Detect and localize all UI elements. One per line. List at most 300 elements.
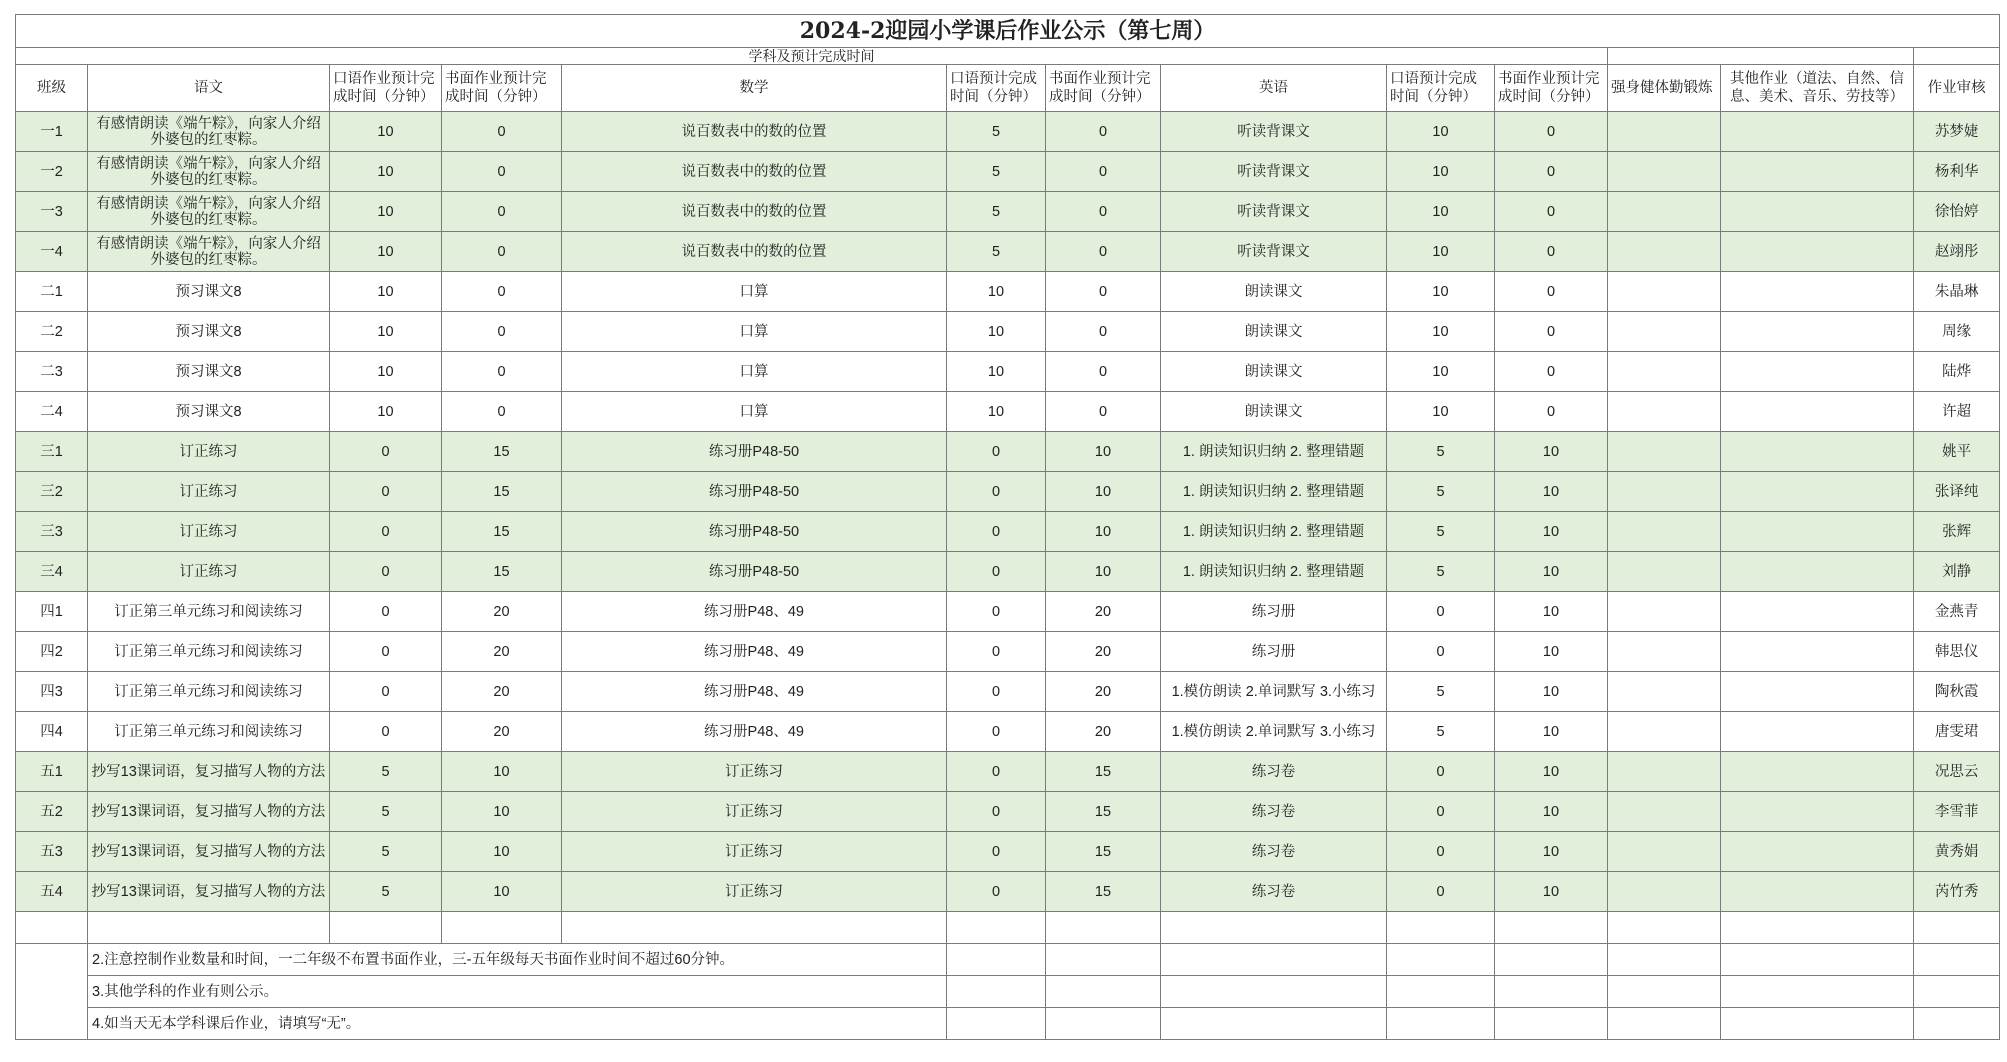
cell-other (1721, 472, 1914, 512)
cell-english-oral: 5 (1387, 432, 1495, 472)
header-english-written-time: 书面作业预计完成时间（分钟） (1495, 65, 1608, 112)
cell-reviewer: 赵翊彤 (1914, 232, 2000, 272)
cell-chinese-oral: 10 (330, 152, 442, 192)
note-blank-cell (947, 1008, 1046, 1040)
cell-chinese-oral: 0 (330, 512, 442, 552)
cell-math-oral: 0 (947, 432, 1046, 472)
cell-reviewer: 芮竹秀 (1914, 872, 2000, 912)
cell-class: 二2 (16, 312, 88, 352)
cell-english-written: 10 (1495, 672, 1608, 712)
header-math-oral-time: 口语预计完成时间（分钟） (947, 65, 1046, 112)
note-blank-cell (1721, 1008, 1914, 1040)
note-blank-cell (1046, 976, 1161, 1008)
cell-english-oral: 5 (1387, 512, 1495, 552)
cell-math: 练习册P48-50 (562, 432, 947, 472)
cell-chinese: 订正第三单元练习和阅读练习 (88, 712, 330, 752)
cell-chinese: 订正练习 (88, 432, 330, 472)
cell-other (1721, 352, 1914, 392)
cell-pe (1608, 552, 1721, 592)
cell-english-oral: 5 (1387, 712, 1495, 752)
note-text: 2.注意控制作业数量和时间，一二年级不布置书面作业，三-五年级每天书面作业时间不超过60分钟。 (88, 944, 947, 976)
cell-other (1721, 752, 1914, 792)
cell-class: 四1 (16, 592, 88, 632)
blank-cell (330, 912, 442, 944)
cell-chinese-written: 10 (442, 832, 562, 872)
cell-math-written: 0 (1046, 392, 1161, 432)
table-row (16, 632, 2000, 672)
cell-english-oral: 10 (1387, 272, 1495, 312)
cell-english: 练习卷 (1161, 792, 1387, 832)
cell-math-written: 15 (1046, 832, 1161, 872)
header-chinese: 语文 (88, 65, 330, 112)
cell-english-oral: 10 (1387, 192, 1495, 232)
cell-chinese-written: 0 (442, 192, 562, 232)
cell-chinese-oral: 5 (330, 792, 442, 832)
cell-math-written: 20 (1046, 672, 1161, 712)
cell-reviewer: 徐怡婷 (1914, 192, 2000, 232)
cell-english-oral: 0 (1387, 832, 1495, 872)
header-pe: 强身健体勤锻炼 (1608, 65, 1721, 112)
cell-math-oral: 0 (947, 552, 1046, 592)
note-blank-cell (1914, 976, 2000, 1008)
cell-chinese-oral: 10 (330, 232, 442, 272)
cell-math: 练习册P48-50 (562, 552, 947, 592)
cell-math-written: 15 (1046, 872, 1161, 912)
header-chinese-written-time: 书面作业预计完成时间（分钟） (442, 65, 562, 112)
cell-class: 五1 (16, 752, 88, 792)
note-blank-cell (1046, 1008, 1161, 1040)
cell-english-oral: 5 (1387, 472, 1495, 512)
header-math-written-time: 书面作业预计完成时间（分钟） (1046, 65, 1161, 112)
cell-reviewer: 黄秀娟 (1914, 832, 2000, 872)
cell-english-written: 0 (1495, 112, 1608, 152)
blank-cell (1387, 912, 1495, 944)
blank-cell (1495, 912, 1608, 944)
note-blank-cell (1161, 1008, 1387, 1040)
blank-cell (1161, 912, 1387, 944)
cell-english: 听读背课文 (1161, 152, 1387, 192)
cell-chinese-oral: 5 (330, 872, 442, 912)
cell-chinese-written: 10 (442, 752, 562, 792)
cell-other (1721, 312, 1914, 352)
cell-english-written: 0 (1495, 152, 1608, 192)
cell-english-written: 10 (1495, 592, 1608, 632)
cell-chinese: 抄写13课词语，复习描写人物的方法 (88, 832, 330, 872)
header-other: 其他作业（道法、自然、信息、美术、音乐、劳技等） (1721, 65, 1914, 112)
cell-english: 1. 朗读知识归纳 2. 整理错题 (1161, 552, 1387, 592)
cell-math: 说百数表中的数的位置 (562, 232, 947, 272)
cell-class: 二3 (16, 352, 88, 392)
cell-chinese-written: 0 (442, 352, 562, 392)
cell-chinese: 有感情朗读《端午粽》，向家人介绍外婆包的红枣粽。 (88, 192, 330, 232)
cell-math-written: 15 (1046, 792, 1161, 832)
cell-class: 五3 (16, 832, 88, 872)
cell-other (1721, 832, 1914, 872)
cell-math-oral: 0 (947, 632, 1046, 672)
cell-class: 五4 (16, 872, 88, 912)
cell-math: 说百数表中的数的位置 (562, 152, 947, 192)
cell-english: 听读背课文 (1161, 232, 1387, 272)
cell-english: 朗读课文 (1161, 352, 1387, 392)
table-row (16, 792, 2000, 832)
table-row (16, 872, 2000, 912)
note-row (16, 976, 2000, 1008)
note-blank-cell (1608, 1008, 1721, 1040)
cell-pe (1608, 512, 1721, 552)
cell-english-written: 10 (1495, 832, 1608, 872)
cell-math-written: 0 (1046, 192, 1161, 232)
cell-math: 练习册P48、49 (562, 592, 947, 632)
cell-other (1721, 672, 1914, 712)
note-blank-cell (1721, 976, 1914, 1008)
cell-chinese-oral: 10 (330, 312, 442, 352)
cell-math-oral: 0 (947, 712, 1046, 752)
cell-math-oral: 0 (947, 872, 1046, 912)
cell-math-oral: 0 (947, 672, 1046, 712)
cell-chinese-written: 0 (442, 272, 562, 312)
cell-class: 二1 (16, 272, 88, 312)
cell-english-written: 10 (1495, 792, 1608, 832)
cell-class: 三4 (16, 552, 88, 592)
cell-math: 练习册P48、49 (562, 712, 947, 752)
note-blank-cell (1914, 1008, 2000, 1040)
note-blank-cell (1161, 976, 1387, 1008)
note-blank-cell (1721, 944, 1914, 976)
cell-other (1721, 712, 1914, 752)
cell-reviewer: 许超 (1914, 392, 2000, 432)
header-chinese-oral-time: 口语作业预计完成时间（分钟） (330, 65, 442, 112)
cell-chinese-written: 0 (442, 232, 562, 272)
cell-pe (1608, 312, 1721, 352)
note-blank-cell (1608, 944, 1721, 976)
cell-class: 五2 (16, 792, 88, 832)
note-blank-cell (1495, 976, 1608, 1008)
cell-english-oral: 5 (1387, 672, 1495, 712)
cell-class: 三1 (16, 432, 88, 472)
cell-pe (1608, 232, 1721, 272)
cell-math-oral: 0 (947, 512, 1046, 552)
cell-english-oral: 0 (1387, 872, 1495, 912)
note-blank-cell (1387, 1008, 1495, 1040)
cell-math: 订正练习 (562, 752, 947, 792)
cell-reviewer: 况思云 (1914, 752, 2000, 792)
cell-other (1721, 552, 1914, 592)
cell-reviewer: 朱晶琳 (1914, 272, 2000, 312)
cell-math-written: 0 (1046, 112, 1161, 152)
cell-pe (1608, 872, 1721, 912)
cell-english-written: 10 (1495, 472, 1608, 512)
cell-pe (1608, 632, 1721, 672)
cell-english-written: 10 (1495, 752, 1608, 792)
cell-math-oral: 5 (947, 112, 1046, 152)
blank-cell (947, 912, 1046, 944)
cell-reviewer: 唐雯珺 (1914, 712, 2000, 752)
header-row (16, 65, 2000, 112)
cell-english-oral: 0 (1387, 632, 1495, 672)
cell-math: 订正练习 (562, 792, 947, 832)
cell-chinese: 订正练习 (88, 512, 330, 552)
cell-other (1721, 872, 1914, 912)
cell-math-oral: 10 (947, 312, 1046, 352)
cell-english: 朗读课文 (1161, 392, 1387, 432)
cell-chinese-written: 0 (442, 112, 562, 152)
cell-class: 一2 (16, 152, 88, 192)
cell-pe (1608, 392, 1721, 432)
cell-reviewer: 陶秋霞 (1914, 672, 2000, 712)
cell-math: 订正练习 (562, 872, 947, 912)
cell-class: 四2 (16, 632, 88, 672)
cell-other (1721, 792, 1914, 832)
note-blank-cell (947, 944, 1046, 976)
cell-math-oral: 10 (947, 352, 1046, 392)
cell-math-written: 10 (1046, 432, 1161, 472)
table-row (16, 672, 2000, 712)
header-english: 英语 (1161, 65, 1387, 112)
note-blank-cell (1914, 944, 2000, 976)
note-spacer (16, 944, 88, 976)
cell-english: 听读背课文 (1161, 112, 1387, 152)
cell-pe (1608, 712, 1721, 752)
table-row (16, 552, 2000, 592)
cell-english: 1. 朗读知识归纳 2. 整理错题 (1161, 512, 1387, 552)
cell-chinese: 预习课文8 (88, 272, 330, 312)
cell-chinese-oral: 0 (330, 672, 442, 712)
note-blank-cell (1495, 1008, 1608, 1040)
cell-other (1721, 632, 1914, 672)
cell-math-oral: 10 (947, 272, 1046, 312)
cell-pe (1608, 112, 1721, 152)
cell-chinese-written: 20 (442, 712, 562, 752)
cell-math-written: 10 (1046, 472, 1161, 512)
cell-math-oral: 0 (947, 832, 1046, 872)
cell-english-written: 0 (1495, 192, 1608, 232)
subtitle: 学科及预计完成时间 (16, 48, 1608, 65)
cell-chinese-oral: 10 (330, 352, 442, 392)
note-row (16, 944, 2000, 976)
note-text: 4.如当天无本学科课后作业，请填写“无”。 (88, 1008, 947, 1040)
cell-math-written: 20 (1046, 632, 1161, 672)
cell-chinese-oral: 0 (330, 472, 442, 512)
cell-math: 口算 (562, 352, 947, 392)
cell-pe (1608, 192, 1721, 232)
header-class: 班级 (16, 65, 88, 112)
cell-english-written: 10 (1495, 552, 1608, 592)
cell-math-oral: 5 (947, 152, 1046, 192)
cell-math-oral: 0 (947, 792, 1046, 832)
cell-math-written: 0 (1046, 352, 1161, 392)
cell-math-oral: 10 (947, 392, 1046, 432)
cell-chinese-oral: 0 (330, 632, 442, 672)
cell-english: 练习卷 (1161, 752, 1387, 792)
table-row (16, 752, 2000, 792)
table-row (16, 712, 2000, 752)
cell-chinese-written: 15 (442, 512, 562, 552)
cell-other (1721, 512, 1914, 552)
cell-chinese: 预习课文8 (88, 352, 330, 392)
cell-english-written: 0 (1495, 392, 1608, 432)
cell-math: 说百数表中的数的位置 (562, 192, 947, 232)
blank-cell (1721, 912, 1914, 944)
cell-other (1721, 592, 1914, 632)
cell-reviewer: 陆烨 (1914, 352, 2000, 392)
note-blank-cell (1387, 976, 1495, 1008)
cell-other (1721, 392, 1914, 432)
note-blank-cell (1495, 944, 1608, 976)
table-row (16, 512, 2000, 552)
note-spacer (16, 1008, 88, 1040)
cell-class: 四3 (16, 672, 88, 712)
cell-chinese-oral: 10 (330, 272, 442, 312)
cell-english-oral: 5 (1387, 552, 1495, 592)
cell-english-written: 10 (1495, 712, 1608, 752)
cell-chinese-oral: 5 (330, 832, 442, 872)
cell-chinese-written: 15 (442, 552, 562, 592)
cell-english-written: 10 (1495, 512, 1608, 552)
cell-english-written: 0 (1495, 232, 1608, 272)
homework-sheet (15, 14, 2000, 1040)
cell-english: 听读背课文 (1161, 192, 1387, 232)
cell-english: 练习册 (1161, 592, 1387, 632)
cell-chinese: 抄写13课词语，复习描写人物的方法 (88, 752, 330, 792)
cell-math-written: 0 (1046, 312, 1161, 352)
table-row (16, 432, 2000, 472)
cell-reviewer: 李雪菲 (1914, 792, 2000, 832)
cell-reviewer: 张译纯 (1914, 472, 2000, 512)
blank-cell (1046, 912, 1161, 944)
blank-cell (562, 912, 947, 944)
cell-class: 三2 (16, 472, 88, 512)
cell-chinese-oral: 10 (330, 192, 442, 232)
cell-chinese-written: 10 (442, 792, 562, 832)
cell-other (1721, 232, 1914, 272)
cell-chinese: 订正练习 (88, 472, 330, 512)
blank-cell (1608, 912, 1721, 944)
cell-chinese-written: 20 (442, 632, 562, 672)
blank-cell (442, 912, 562, 944)
cell-english-written: 10 (1495, 872, 1608, 912)
table-row (16, 392, 2000, 432)
cell-english-oral: 10 (1387, 312, 1495, 352)
cell-english-oral: 10 (1387, 352, 1495, 392)
cell-chinese-oral: 5 (330, 752, 442, 792)
cell-chinese-written: 0 (442, 392, 562, 432)
cell-math: 练习册P48-50 (562, 472, 947, 512)
cell-pe (1608, 832, 1721, 872)
cell-chinese-written: 20 (442, 672, 562, 712)
cell-math-oral: 0 (947, 592, 1046, 632)
cell-chinese-oral: 0 (330, 552, 442, 592)
cell-math: 练习册P48、49 (562, 632, 947, 672)
header-english-oral-time: 口语预计完成时间（分钟） (1387, 65, 1495, 112)
blank-cell (1914, 912, 2000, 944)
note-blank-cell (1387, 944, 1495, 976)
cell-chinese: 订正第三单元练习和阅读练习 (88, 672, 330, 712)
cell-class: 一3 (16, 192, 88, 232)
cell-english: 朗读课文 (1161, 312, 1387, 352)
header-review: 作业审核 (1914, 65, 2000, 112)
cell-math: 口算 (562, 392, 947, 432)
header-math: 数学 (562, 65, 947, 112)
cell-class: 一4 (16, 232, 88, 272)
cell-chinese: 预习课文8 (88, 392, 330, 432)
cell-reviewer: 刘静 (1914, 552, 2000, 592)
cell-math-oral: 0 (947, 472, 1046, 512)
cell-chinese: 有感情朗读《端午粽》，向家人介绍外婆包的红枣粽。 (88, 232, 330, 272)
subtitle-blank-2 (1914, 48, 2000, 65)
cell-pe (1608, 592, 1721, 632)
cell-chinese-oral: 10 (330, 392, 442, 432)
cell-english-oral: 10 (1387, 232, 1495, 272)
cell-chinese: 抄写13课词语，复习描写人物的方法 (88, 792, 330, 832)
cell-pe (1608, 272, 1721, 312)
table-row (16, 472, 2000, 512)
table-row (16, 272, 2000, 312)
cell-english-written: 0 (1495, 352, 1608, 392)
homework-table (15, 14, 2000, 1040)
cell-pe (1608, 152, 1721, 192)
cell-reviewer: 韩思仪 (1914, 632, 2000, 672)
cell-chinese: 订正第三单元练习和阅读练习 (88, 632, 330, 672)
cell-class: 一1 (16, 112, 88, 152)
cell-pe (1608, 432, 1721, 472)
note-blank-cell (947, 976, 1046, 1008)
cell-other (1721, 112, 1914, 152)
cell-english-oral: 0 (1387, 752, 1495, 792)
cell-english: 朗读课文 (1161, 272, 1387, 312)
table-row (16, 592, 2000, 632)
cell-english-written: 10 (1495, 632, 1608, 672)
cell-english-written: 0 (1495, 272, 1608, 312)
cell-chinese: 订正练习 (88, 552, 330, 592)
cell-math-written: 15 (1046, 752, 1161, 792)
cell-math-written: 20 (1046, 712, 1161, 752)
table-row (16, 112, 2000, 152)
cell-reviewer: 姚平 (1914, 432, 2000, 472)
table-row (16, 232, 2000, 272)
note-text: 3.其他学科的作业有则公示。 (88, 976, 947, 1008)
subtitle-row (16, 48, 2000, 65)
table-row (16, 192, 2000, 232)
cell-math-written: 0 (1046, 272, 1161, 312)
cell-chinese-written: 15 (442, 432, 562, 472)
cell-chinese: 订正第三单元练习和阅读练习 (88, 592, 330, 632)
cell-class: 二4 (16, 392, 88, 432)
cell-pe (1608, 752, 1721, 792)
cell-english: 练习卷 (1161, 832, 1387, 872)
blank-cell (88, 912, 330, 944)
cell-english-oral: 0 (1387, 592, 1495, 632)
cell-english-oral: 10 (1387, 392, 1495, 432)
cell-english-written: 10 (1495, 432, 1608, 472)
cell-math-written: 10 (1046, 512, 1161, 552)
cell-math-oral: 5 (947, 192, 1046, 232)
cell-pe (1608, 472, 1721, 512)
cell-english-oral: 10 (1387, 152, 1495, 192)
cell-chinese-oral: 0 (330, 432, 442, 472)
cell-chinese: 抄写13课词语，复习描写人物的方法 (88, 872, 330, 912)
cell-math-written: 20 (1046, 592, 1161, 632)
cell-chinese-oral: 0 (330, 712, 442, 752)
sheet-title: 2024-2迎园小学课后作业公示（第七周） (16, 15, 2000, 48)
cell-chinese-written: 20 (442, 592, 562, 632)
cell-chinese: 有感情朗读《端午粽》，向家人介绍外婆包的红枣粽。 (88, 152, 330, 192)
cell-math: 口算 (562, 272, 947, 312)
cell-pe (1608, 352, 1721, 392)
cell-english: 练习册 (1161, 632, 1387, 672)
cell-reviewer: 周缘 (1914, 312, 2000, 352)
cell-chinese-written: 0 (442, 312, 562, 352)
blank-cell (16, 912, 88, 944)
